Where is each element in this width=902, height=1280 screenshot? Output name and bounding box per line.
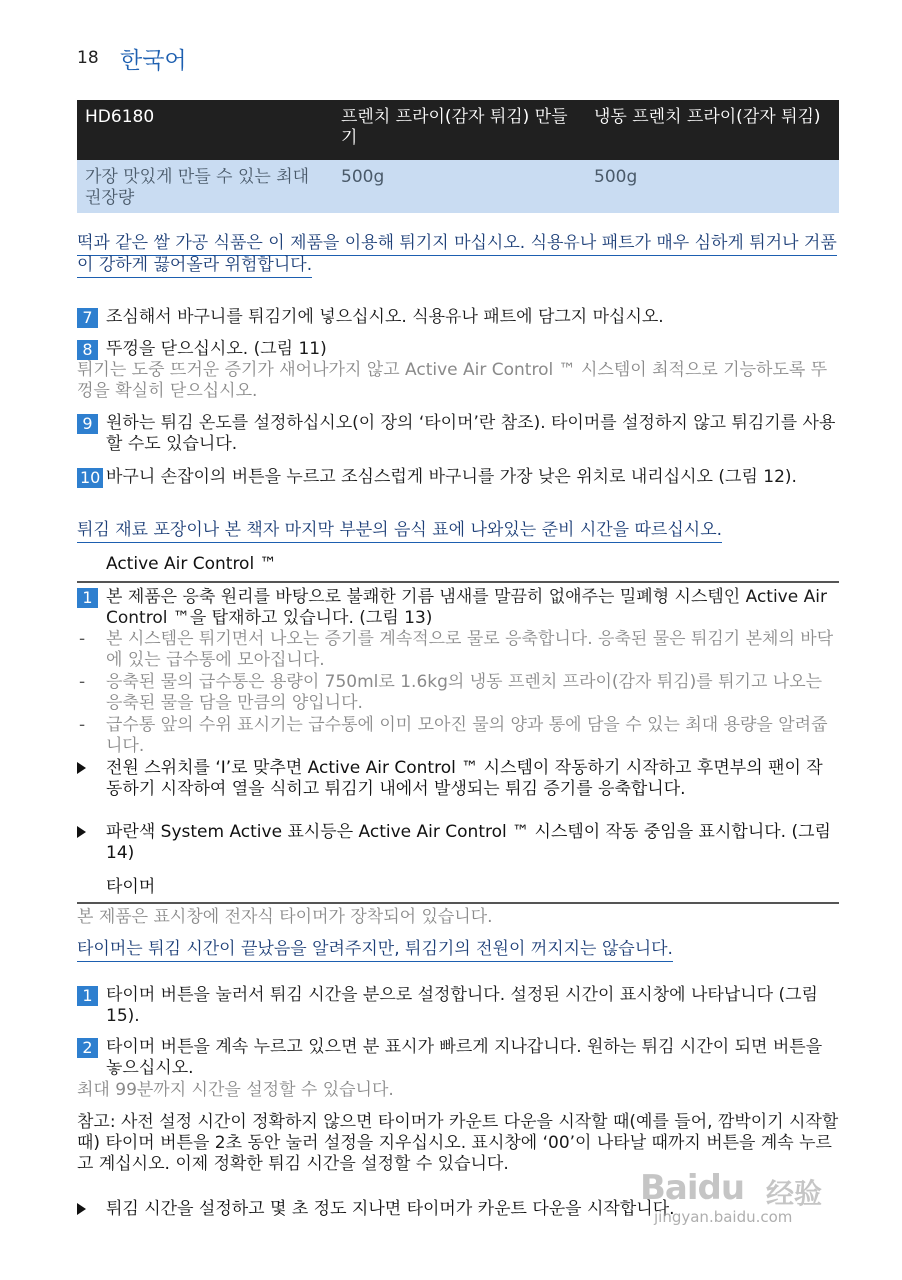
step-number-badge: 2 — [77, 1038, 98, 1058]
triangle-bullet-icon — [77, 1203, 86, 1216]
dash-item-text: 본 시스템은 튀기면서 나오는 증기를 계속적으로 물로 응축합니다. 응축된 물은 튀김기 본체의 바닥에 있는 급수통에 모아집니다. — [106, 629, 834, 670]
dash-marker: - — [79, 715, 86, 735]
baidu-watermark — [640, 1168, 850, 1228]
bullet-item — [77, 758, 839, 800]
dash-item — [77, 629, 839, 671]
section-divider — [77, 902, 839, 904]
step-text: 타이머 버튼을 눌러서 튀김 시간을 분으로 설정합니다. 설정된 시간이 표시창에 나타납니다 (그림 15). — [106, 985, 818, 1026]
timer-intro: 본 제품은 표시창에 전자식 타이머가 장착되어 있습니다. — [77, 907, 493, 927]
language-title: 한국어 — [120, 48, 187, 74]
timer-note-text: 타이머는 튀김 시간이 끝났음을 알려주지만, 튀김기의 전원이 꺼지지는 않습니다. — [77, 939, 673, 962]
triangle-bullet-icon — [77, 762, 86, 775]
step-9 — [77, 413, 839, 455]
step-text: 본 제품은 응축 원리를 바탕으로 불쾌한 기름 냄새를 말끔히 없애주는 밀폐형 시스템인 Active Air Control ™을 탑재하고 있습니다. (그림 13) — [106, 587, 827, 628]
step-8 — [77, 339, 839, 360]
page-number: 18 — [77, 48, 99, 68]
watermark-url: jingyan.baidu.com — [654, 1208, 793, 1226]
bullet-item-text: 튀김 시간을 설정하고 몇 초 정도 지나면 타이머가 카운트 다운을 시작합니다. — [106, 1199, 675, 1219]
table-row — [77, 160, 839, 213]
dash-item-text: 급수통 앞의 수위 표시기는 급수통에 이미 모아진 물의 양과 통에 담을 수 있는 최대 용량을 알려줍니다. — [106, 715, 828, 756]
watermark-cn: 经验 — [766, 1177, 823, 1210]
timer-step-2 — [77, 1037, 839, 1079]
prep-time-note-text: 튀김 재료 포장이나 본 책자 마지막 부분의 음식 표에 나와있는 준비 시간을 따르십시오. — [77, 520, 722, 543]
timer-step-2-subtext: 최대 99분까지 시간을 설정할 수 있습니다. — [77, 1080, 394, 1100]
step-text: 바구니 손잡이의 버튼을 누르고 조심스럽게 바구니를 가장 낮은 위치로 내리십시오 (그림 12). — [106, 467, 797, 487]
step-text: 원하는 튀김 온도를 설정하십시오(이 장의 ‘타이머’란 참조). 타이머를 설정하지 않고 튀김기를 사용할 수도 있습니다. — [106, 413, 836, 454]
step-number-badge: 1 — [77, 986, 98, 1006]
step-7 — [77, 307, 839, 328]
table-header-cell: HD6180 — [77, 100, 333, 160]
step-number-badge: 10 — [77, 468, 103, 488]
table-cell: 500g — [586, 160, 839, 213]
watermark-logo: Baidu — [640, 1168, 745, 1208]
step-8-subtext: 튀기는 도중 뜨거운 증기가 새어나가지 않고 Active Air Control ™ 시스템이 최적으로 기능하도록 뚜껑을 확실히 닫으십시오. — [77, 360, 828, 401]
step-number-badge: 8 — [77, 340, 98, 360]
section-divider — [77, 581, 839, 583]
spec-table — [77, 100, 839, 213]
table-cell: 가장 맛있게 만들 수 있는 최대 권장량 — [77, 160, 333, 213]
triangle-bullet-icon — [77, 826, 86, 839]
table-header-cell: 냉동 프렌치 프라이(감자 튀김) — [586, 100, 839, 160]
step-text: 조심해서 바구니를 튀김기에 넣으십시오. 식용유나 패트에 담그지 마십시오. — [106, 307, 664, 327]
table-cell: 500g — [333, 160, 586, 213]
timer-tip: 참고: 사전 설정 시간이 정확하지 않으면 타이머가 카운트 다운을 시작할 때(예를 들어, 깜박이기 시작할 때) 타이머 버튼을 2초 동안 눌러 설정을 지우십시오. 표시창에 ‘00’이 나타날 때까지 버튼을 계속 누르고 계십시오. 이제 정확한 튀김 시간을 설정할 수 있습니다. — [77, 1112, 839, 1174]
dash-item-text: 응축된 물의 급수통은 용량이 750ml로 1.6kg의 냉동 프렌치 프라이(감자 튀김)를 튀기고 나오는 응축된 물을 담을 만큼의 양입니다. — [106, 672, 823, 713]
section-heading-timer: 타이머 — [106, 877, 156, 897]
bullet-item-text: 파란색 System Active 표시등은 Active Air Control ™ 시스템이 작동 중임을 표시합니다. (그림 14) — [106, 822, 831, 863]
warning-note-rice — [77, 232, 839, 276]
aac-step-1 — [77, 587, 839, 629]
step-text: 뚜껑을 닫으십시오. (그림 11) — [106, 339, 327, 359]
step-text: 타이머 버튼을 계속 누르고 있으면 분 표시가 빠르게 지나갑니다. 원하는 튀김 시간이 되면 버튼을 놓으십시오. — [106, 1037, 823, 1078]
step-10 — [77, 467, 839, 488]
timer-step-1 — [77, 985, 839, 1027]
step-number-badge: 9 — [77, 414, 98, 434]
bullet-item — [77, 822, 839, 864]
section-heading-active-air-control: Active Air Control ™ — [106, 554, 277, 574]
warning-note-text: 떡과 같은 쌀 가공 식품은 이 제품을 이용해 튀기지 마십시오. 식용유나 패트가 매우 심하게 튀거나 거품이 강하게 끓어올라 위험합니다. — [77, 233, 837, 278]
dash-item — [77, 672, 839, 714]
dash-marker: - — [79, 629, 86, 649]
table-header-row — [77, 100, 839, 160]
bullet-item-text: 전원 스위치를 ‘I’로 맞추면 Active Air Control ™ 시스템이 작동하기 시작하고 후면부의 팬이 작동하기 시작하여 열을 식히고 튀김기 내에서 발생되는 튀김 증기를 응축합니다. — [106, 758, 823, 799]
step-number-badge: 7 — [77, 308, 98, 328]
dash-item — [77, 715, 839, 757]
dash-marker: - — [79, 672, 86, 692]
prep-time-note — [77, 519, 839, 541]
step-number-badge: 1 — [77, 588, 98, 608]
table-header-cell: 프렌치 프라이(감자 튀김) 만들기 — [333, 100, 586, 160]
timer-note — [77, 938, 839, 960]
